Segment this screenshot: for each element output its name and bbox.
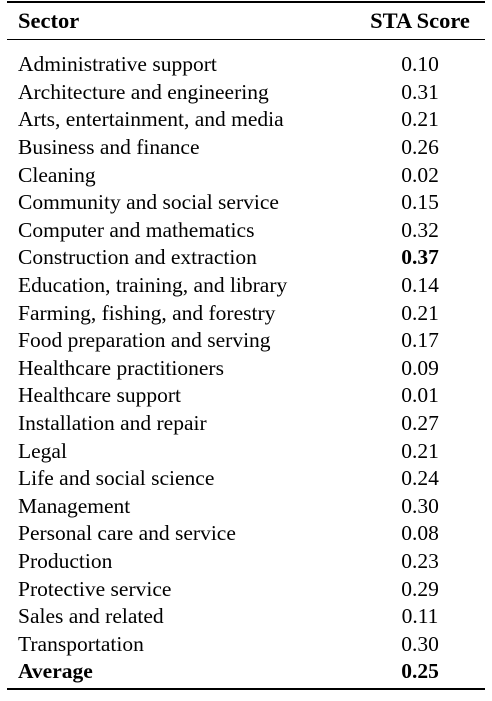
score-cell: 0.31	[401, 79, 439, 104]
score-cell: 0.15	[401, 190, 439, 215]
score-cell: 0.21	[401, 107, 439, 132]
sector-cell: Transportation	[18, 631, 144, 656]
sector-cell: Construction and extraction	[18, 245, 257, 270]
score-cell: 0.23	[401, 548, 439, 573]
table-row	[7, 327, 485, 355]
table-header	[7, 3, 485, 39]
sector-cell: Computer and mathematics	[18, 217, 255, 242]
sector-cell: Sales and related	[18, 604, 164, 629]
score-cell: 0.29	[401, 576, 439, 601]
sector-cell: Protective service	[18, 576, 172, 601]
sta-score-table	[7, 1, 485, 690]
table-row	[7, 410, 485, 438]
table-row	[7, 217, 485, 245]
sector-cell: Administrative support	[18, 52, 217, 77]
score-cell: 0.02	[401, 162, 439, 187]
table-row	[7, 465, 485, 493]
table-row	[7, 493, 485, 521]
score-cell: 0.32	[401, 217, 439, 242]
sector-cell: Personal care and service	[18, 521, 236, 546]
table-body	[7, 40, 485, 686]
table-row	[7, 355, 485, 383]
score-cell: 0.14	[401, 273, 439, 298]
score-cell: 0.30	[401, 631, 439, 656]
table-row	[7, 134, 485, 162]
sector-cell: Installation and repair	[18, 411, 207, 436]
score-cell: 0.10	[401, 52, 439, 77]
header-sta-score: STA Score	[370, 8, 470, 33]
score-cell: 0.30	[401, 493, 439, 518]
table-row	[7, 79, 485, 107]
table-row	[7, 437, 485, 465]
table-row	[7, 575, 485, 603]
score-cell: 0.21	[401, 438, 439, 463]
average-label: Average	[18, 659, 93, 684]
score-cell: 0.11	[401, 604, 439, 629]
header-sector: Sector	[18, 8, 80, 33]
sector-cell: Healthcare practitioners	[18, 355, 224, 380]
sector-cell: Legal	[18, 438, 67, 463]
score-cell: 0.37	[401, 245, 439, 270]
table-row	[7, 272, 485, 300]
table-row	[7, 603, 485, 631]
sector-cell: Education, training, and library	[18, 273, 288, 298]
sector-cell: Community and social service	[18, 190, 279, 215]
bottom-rule	[7, 688, 485, 690]
score-cell: 0.09	[401, 355, 439, 380]
score-cell: 0.27	[401, 411, 439, 436]
sector-cell: Arts, entertainment, and media	[18, 107, 284, 132]
sector-cell: Cleaning	[18, 162, 96, 187]
table-row	[7, 548, 485, 576]
average-row	[7, 658, 485, 686]
table-row	[7, 299, 485, 327]
score-cell: 0.01	[401, 383, 439, 408]
table-row	[7, 630, 485, 658]
table-row	[7, 106, 485, 134]
sector-cell: Architecture and engineering	[18, 79, 269, 104]
table-row	[7, 161, 485, 189]
sector-cell: Farming, fishing, and forestry	[18, 300, 276, 325]
table-row	[7, 520, 485, 548]
sector-cell: Healthcare support	[18, 383, 181, 408]
score-cell: 0.24	[401, 466, 439, 491]
score-cell: 0.17	[401, 328, 439, 353]
score-cell: 0.26	[401, 135, 439, 160]
score-cell: 0.08	[401, 521, 439, 546]
sector-cell: Management	[18, 493, 131, 518]
sector-cell: Production	[18, 548, 113, 573]
table-row	[7, 382, 485, 410]
sector-cell: Food preparation and serving	[18, 328, 271, 353]
table-row	[7, 244, 485, 272]
sector-cell: Life and social science	[18, 466, 215, 491]
average-score: 0.25	[401, 659, 439, 684]
table-row	[7, 189, 485, 217]
table-row	[7, 51, 485, 79]
score-cell: 0.21	[401, 300, 439, 325]
sector-cell: Business and finance	[18, 135, 200, 160]
